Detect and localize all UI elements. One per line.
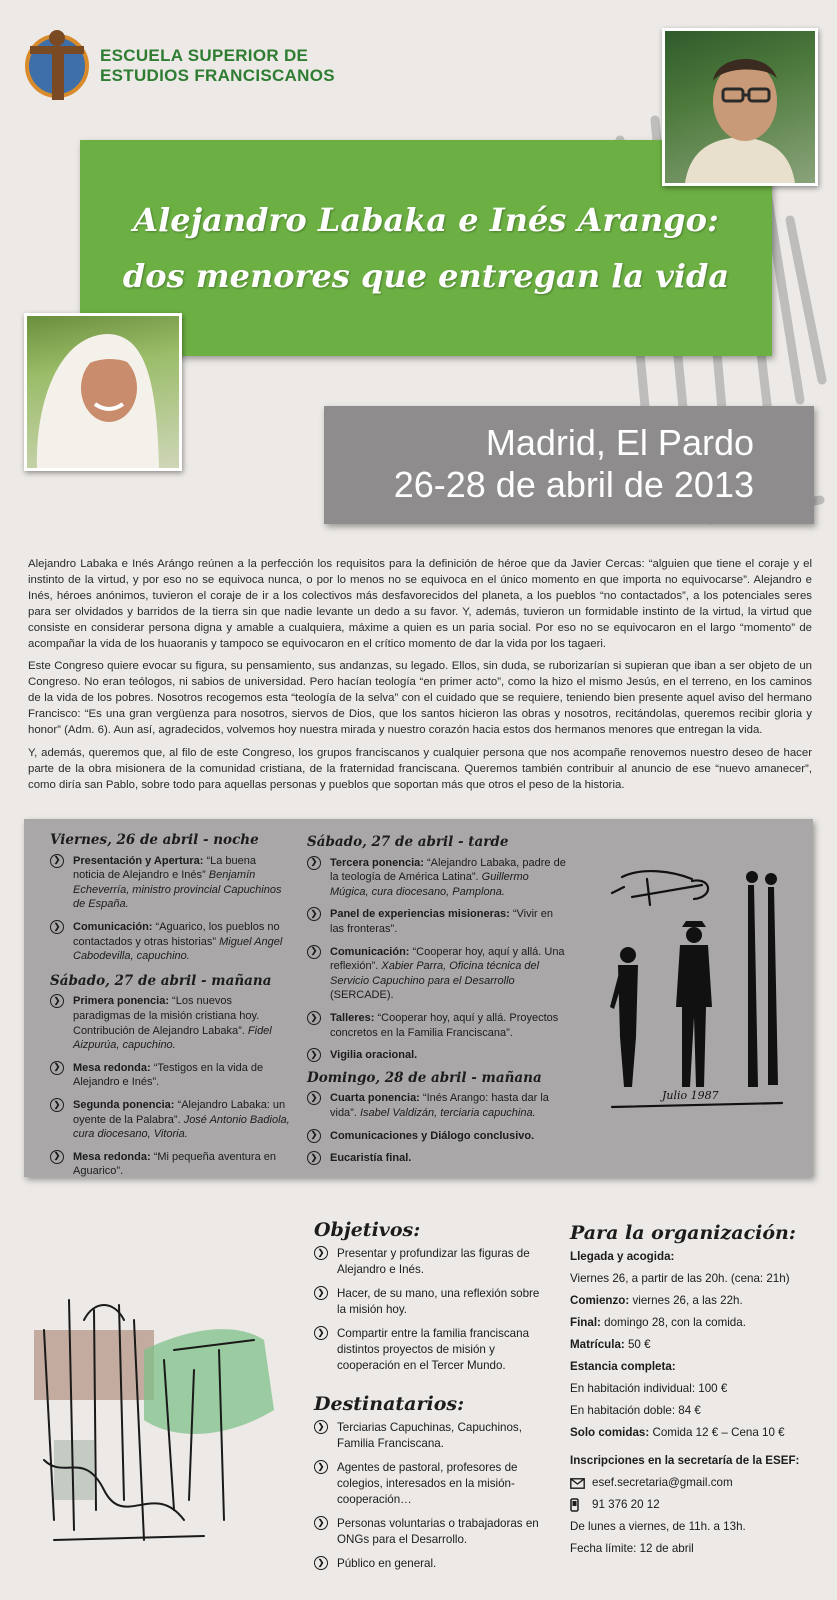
stay-label: Estancia completa:: [570, 1360, 676, 1373]
phone-contact: [570, 1494, 820, 1516]
arrow-bullet-icon: ❯: [50, 854, 64, 868]
arrow-bullet-icon: ❯: [50, 1061, 64, 1075]
email-address[interactable]: esef.secretaria@gmail.com: [592, 1476, 733, 1489]
program-item: ❯ Presentación y Apertura: “La buena noticia de Alejandro e Inés” Benjamín Echeverría, ministro provincial Capuchinos de España.: [50, 854, 290, 912]
double-room-price: En habitación doble: 84 €: [570, 1404, 701, 1417]
audience-item: ❯ Agentes de pastoral, profesores de colegios, interesados en la misión-cooperación…: [314, 1460, 542, 1508]
arrival-value: Viernes 26, a partir de las 20h. (cena: 21h): [570, 1272, 790, 1285]
objectives-title: Objetivos:: [314, 1219, 421, 1241]
day-heading: Sábado, 27 de abril - tarde: [307, 834, 509, 850]
program-item: ❯ Tercera ponencia: “Alejandro Labaka, padre de la teología de América Latina”. Guillermo Múgica, cura diocesano, Pamplona.: [307, 856, 569, 900]
single-room-price: En habitación individual: 100 €: [570, 1382, 728, 1395]
office-hours: De lunes a viernes, de 11h. a 13h.: [570, 1520, 746, 1533]
arrow-bullet-icon: ❯: [314, 1460, 328, 1474]
arrow-bullet-icon: ❯: [307, 1091, 321, 1105]
email-contact[interactable]: [570, 1472, 820, 1494]
arrow-bullet-icon: ❯: [314, 1420, 328, 1434]
arrow-bullet-icon: ❯: [50, 1098, 64, 1112]
program-item: ❯ Comunicación: “Cooperar hoy, aquí y allá. Una reflexión”. Xabier Parra, Oficina técnica del Servicio Capuchino para el Desarrollo (SERCADE).: [307, 945, 569, 1003]
deadline: Fecha límite: 12 de abril: [570, 1542, 694, 1555]
program-item: ❯ Mesa redonda: “Testigos en la vida de Alejandro e Inés”.: [50, 1061, 290, 1090]
program-item: ❯ Segunda ponencia: “Alejandro Labaka: un oyente de la Palabra”. José Antonio Badiola, cura diocesano, Vitoria.: [50, 1098, 290, 1142]
envelope-icon: [570, 1478, 586, 1489]
sketch-caption: Julio 1987: [662, 1089, 719, 1102]
arrow-bullet-icon: ❯: [307, 907, 321, 921]
ink-sketch-figures: [602, 857, 792, 1117]
objective-item: ❯ Compartir entre la familia franciscana distintos proyectos de misión y cooperación en el Tercer Mundo.: [314, 1326, 542, 1374]
intro-paragraph-3: Y, además, queremos que, al filo de este Congreso, los grupos franciscanos y cualquier persona que nos acompañe renovemos nuestro deseo de hacer parte de la obra misionera de la comunidad cristiana, de la fraternidad franciscana. Queremos también contribuir al anuncio de ese “nuevo amanecer”, como diría san Pablo, sobre todo para aquellas personas y pueblos que soportan más que otros el peso de la historia.: [28, 746, 812, 791]
objective-item: ❯ Hacer, de su mano, una reflexión sobre la misión hoy.: [314, 1286, 542, 1318]
event-title: [80, 192, 772, 304]
program-item: ❯ Talleres: “Cooperar hoy, aquí y allá. Proyectos concretos en la Familia Franciscana”.: [307, 1011, 569, 1040]
org-name-line2: ESTUDIOS FRANCISCANOS: [100, 66, 335, 85]
arrow-bullet-icon: ❯: [307, 1151, 321, 1165]
arrow-bullet-icon: ❯: [50, 1150, 64, 1164]
arrow-bullet-icon: ❯: [314, 1286, 328, 1300]
program-box: [24, 819, 813, 1177]
arrow-bullet-icon: ❯: [314, 1556, 328, 1570]
org-name-line1: ESCUELA SUPERIOR DE: [100, 46, 309, 65]
program-item: ❯ Cuarta ponencia: “Inés Arango: hasta dar la vida”. Isabel Valdizán, terciaria capuchina.: [307, 1091, 569, 1120]
phone-number: 91 376 20 12: [592, 1498, 660, 1511]
arrow-bullet-icon: ❯: [314, 1246, 328, 1260]
program-item: ❯ Comunicación: “Aguarico, los pueblos no contactados y otras historias” Miguel Angel Cabodevilla, capuchino.: [50, 920, 290, 964]
event-title-line2: dos menores que entregan la vida: [122, 257, 730, 295]
signup-info: Inscripciones en la secretaría de la ESEF:: [570, 1454, 800, 1467]
watercolor-sketch: [24, 1290, 294, 1550]
event-title-line1: Alejandro Labaka e Inés Arango:: [133, 201, 719, 239]
photo-alejandro-labaka: [662, 28, 818, 186]
program-column-1: [50, 833, 290, 1187]
intro-paragraph-2: Este Congreso quiere evocar su figura, su pensamiento, sus andanzas, su legado. Ellos, sin duda, se ruborizarían si supieran que iban a ser objeto de un Congreso. No eran teólogos, ni sabios de universidad. Pero hacían teología “en primer acto”, como la hizo el mismo Jesús, en el terreno, en los caminos de la vida de los pobres. Nosotros recogemos esta “teología de la selva” con el cuidado que se requiere, teniendo bien presente aquel aviso del hermano Francisco: “Es una gran vergüenza para nosotros, siervos de Dios, que los santos hicieron las obras y nosotros, recitándolas, queremos recibir gloria y honor” (Adm. 6). Aun así, agradecidos, volvemos hoy nuestra mirada y nuestro corazón hacia estos dos hermanos menores que entregan la vida.: [28, 660, 812, 737]
phone-icon: [570, 1498, 586, 1512]
arrow-bullet-icon: ❯: [50, 920, 64, 934]
audience-item: ❯ Personas voluntarias o trabajadoras en ONGs para el Desarrollo.: [314, 1516, 542, 1548]
program-item: ❯ Vigilia oracional.: [307, 1048, 569, 1063]
arrow-bullet-icon: ❯: [307, 1011, 321, 1025]
audience-item: ❯ Terciarias Capuchinas, Capuchinos, Familia Franciscana.: [314, 1420, 542, 1452]
intro-paragraph-1: Alejandro Labaka e Inés Arángo reúnen a la perfección los requisitos para la definición de héroe que da Javier Cercas: “alguien que tiene el coraje y el instinto de la virtud, y por eso no se equivoca nunca, o por lo menos no se equivoca en el único momento en que importa no equivocarse”. Alejandro e Inés, héroes anónimos, tuvieron el coraje de ir a los colectivos más desfavorecidos del planeta, a los pueblos “no contactados”, a los potenciales seres para ser olvidados y barridos de la tierra sin que nadie levante un dedo a su favor. Y, además, tuvieron un formidable instinto de la virtud, la virtud que consiste en considerar persona digna y amable a cualquiera, máxime a quien es un paria social. Por eso no se equivocaron en el largo “momento” de acompañar la vida de los huaoranis y tampoco se equivocaron en el crítico momento de dar la vida por los tagaeri.: [28, 558, 812, 650]
event-date-box: [324, 406, 814, 524]
audience-item: ❯ Público en general.: [314, 1556, 542, 1572]
day-heading: Domingo, 28 de abril - mañana: [307, 1069, 542, 1086]
objectives-section: [314, 1219, 542, 1580]
event-place: Madrid, El Pardo: [485, 422, 754, 463]
day-heading: Viernes, 26 de abril - noche: [50, 832, 259, 848]
day-heading: Sábado, 27 de abril - mañana: [50, 972, 272, 989]
program-item: ❯ Comunicaciones y Diálogo conclusivo.: [307, 1129, 569, 1144]
program-item: ❯ Eucaristía final.: [307, 1151, 569, 1166]
program-item: ❯ Primera ponencia: “Los nuevos paradigmas de la misión cristiana hoy. Contribución de Alejandro Labaka”. Fidel Aizpurúa, capuchino.: [50, 994, 290, 1052]
arrow-bullet-icon: ❯: [50, 994, 64, 1008]
objective-item: ❯ Presentar y profundizar las figuras de Alejandro e Inés.: [314, 1246, 542, 1278]
arrival-label: Llegada y acogida:: [570, 1250, 675, 1263]
program-item: ❯ Panel de experiencias misioneras: “Vivir en las fronteras”.: [307, 907, 569, 936]
audience-title: Destinatarios:: [314, 1393, 465, 1415]
org-name: [100, 46, 335, 86]
arrow-bullet-icon: ❯: [314, 1326, 328, 1340]
organization-title: Para la organización:: [570, 1222, 796, 1244]
program-column-2: [307, 835, 569, 1174]
arrow-bullet-icon: ❯: [307, 1129, 321, 1143]
program-item: ❯ Mesa redonda: “Mi pequeña aventura en Aguarico”.: [50, 1150, 290, 1179]
photo-ines-arango: [24, 313, 182, 471]
franciscan-logo: [24, 28, 90, 102]
arrow-bullet-icon: ❯: [307, 1048, 321, 1062]
arrow-bullet-icon: ❯: [314, 1516, 328, 1530]
intro-text: [28, 557, 812, 801]
arrow-bullet-icon: ❯: [307, 856, 321, 870]
event-dates: 26-28 de abril de 2013: [393, 464, 754, 505]
arrow-bullet-icon: ❯: [307, 945, 321, 959]
organization-section: Para la organización: Llegada y acogida: Viernes 26, a partir de las 20h. (cena: 21h) Comienzo: viernes 26, a las 22h. Final: domingo 28, con la comida. Matrícula: 50 € Estancia completa: En habitación individual: 100 € En habitación doble: 84 € Solo comidas: Comida 12 € – Cena 10 € Inscripciones en la secretaría de la ESEF: esef.secretaria@gmail.com 91 376 20 12 De lunes a viernes, de 11h. a 13h. Fecha límite: 12 de abril: [570, 1222, 820, 1560]
